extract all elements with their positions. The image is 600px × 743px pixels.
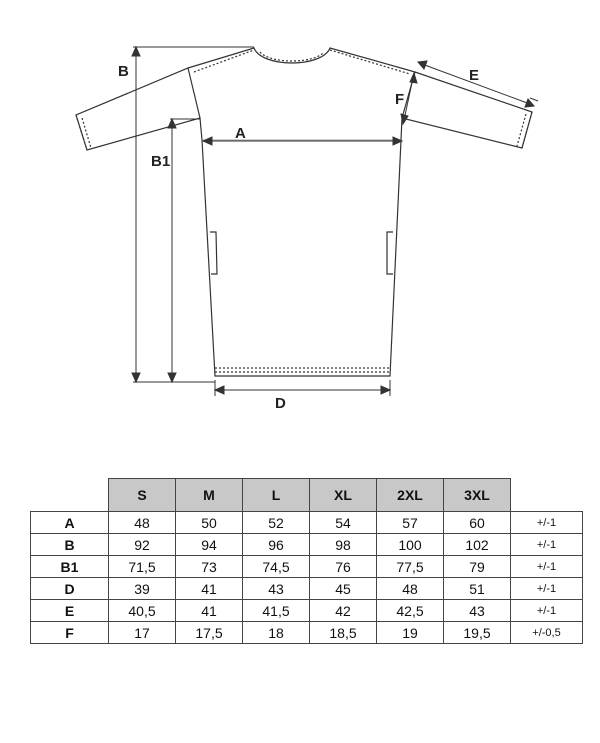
measurement-lines — [132, 47, 538, 396]
table-cell: 39 — [109, 578, 176, 600]
tolerance-cell: +/-1 — [511, 600, 583, 622]
table-cell: 40,5 — [109, 600, 176, 622]
table-cell: 54 — [310, 512, 377, 534]
tolerance-cell: +/-1 — [511, 534, 583, 556]
measure-label: A — [31, 512, 109, 534]
size-header: S — [109, 479, 176, 512]
table-cell: 77,5 — [377, 556, 444, 578]
table-corner — [31, 479, 109, 512]
table-cell: 43 — [444, 600, 511, 622]
table-cell: 42 — [310, 600, 377, 622]
table-cell: 52 — [243, 512, 310, 534]
table-cell: 71,5 — [109, 556, 176, 578]
table-cell: 43 — [243, 578, 310, 600]
table-cell: 74,5 — [243, 556, 310, 578]
table-cell: 57 — [377, 512, 444, 534]
table-cell: 45 — [310, 578, 377, 600]
table-cell: 42,5 — [377, 600, 444, 622]
table-cell: 41,5 — [243, 600, 310, 622]
table-cell: 19,5 — [444, 622, 511, 644]
table-cell: 18 — [243, 622, 310, 644]
table-cell: 19 — [377, 622, 444, 644]
size-header: M — [176, 479, 243, 512]
size-header: 2XL — [377, 479, 444, 512]
size-header-row — [31, 479, 583, 512]
tolerance-cell: +/-1 — [511, 556, 583, 578]
table-cell: 17 — [109, 622, 176, 644]
table-cell: 102 — [444, 534, 511, 556]
table-row — [31, 556, 583, 578]
table-row — [31, 622, 583, 644]
table-cell: 48 — [109, 512, 176, 534]
table-cell: 48 — [377, 578, 444, 600]
table-row — [31, 578, 583, 600]
table-cell: 92 — [109, 534, 176, 556]
table-cell: 41 — [176, 578, 243, 600]
table-cell: 73 — [176, 556, 243, 578]
label-F: F — [395, 91, 405, 108]
size-header: L — [243, 479, 310, 512]
label-B: B — [118, 63, 129, 80]
table-cell: 51 — [444, 578, 511, 600]
measure-label: B — [31, 534, 109, 556]
table-cell: 79 — [444, 556, 511, 578]
tolerance-cell: +/-0,5 — [511, 622, 583, 644]
table-cell: 96 — [243, 534, 310, 556]
table-cell: 50 — [176, 512, 243, 534]
tolerance-header — [511, 479, 583, 512]
measure-label: B1 — [31, 556, 109, 578]
table-cell: 76 — [310, 556, 377, 578]
table-row — [31, 600, 583, 622]
size-header: XL — [310, 479, 377, 512]
label-B1: B1 — [151, 153, 171, 170]
table-cell: 60 — [444, 512, 511, 534]
table-cell: 94 — [176, 534, 243, 556]
dress-outline — [76, 48, 532, 376]
measure-label: D — [31, 578, 109, 600]
table-cell: 100 — [377, 534, 444, 556]
table-cell: 98 — [310, 534, 377, 556]
tolerance-cell: +/-1 — [511, 512, 583, 534]
measure-label: E — [31, 600, 109, 622]
label-A: A — [235, 125, 246, 142]
size-chart-table — [30, 478, 583, 644]
table-row — [31, 534, 583, 556]
label-E: E — [469, 67, 480, 84]
table-cell: 17,5 — [176, 622, 243, 644]
size-header: 3XL — [444, 479, 511, 512]
tolerance-cell: +/-1 — [511, 578, 583, 600]
label-D: D — [275, 395, 286, 412]
measure-label: F — [31, 622, 109, 644]
table-row — [31, 512, 583, 534]
table-cell: 18,5 — [310, 622, 377, 644]
table-cell: 41 — [176, 600, 243, 622]
